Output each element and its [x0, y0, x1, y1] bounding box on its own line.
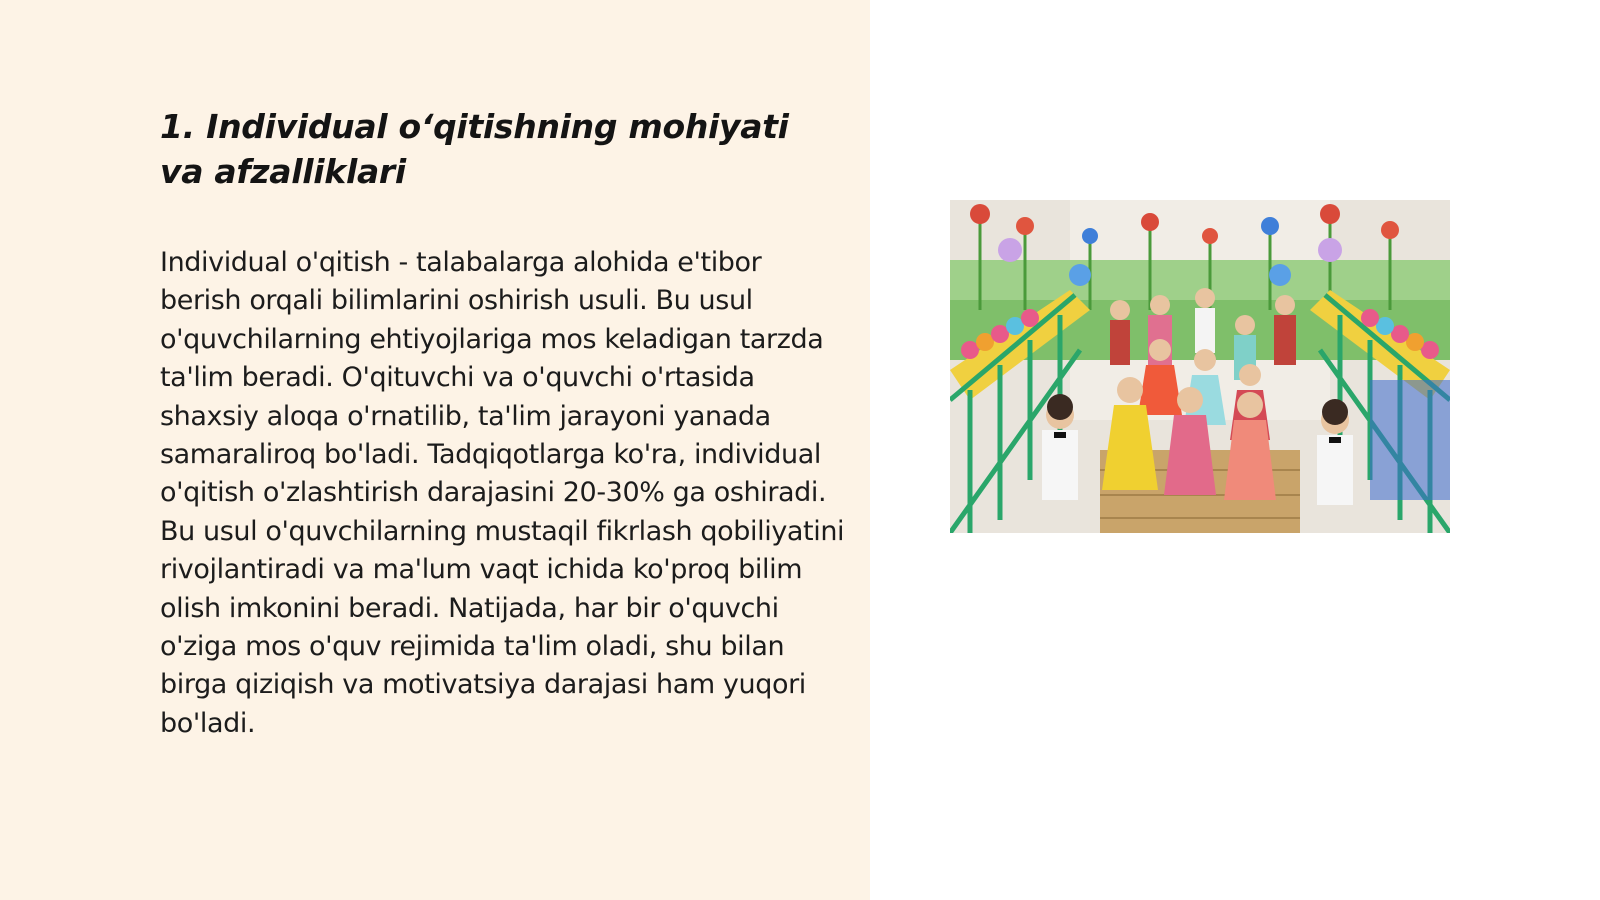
slide-title: 1. Individual o‘qitishning mohiyati va afzalliklari — [160, 107, 789, 191]
slide-body-text: Individual o'qitish - talabalarga alohida e'tibor berish orqali bilimlarini oshirish usuli. Bu usul o'quvchilarning ehtiyojlariga mos keladigan tarzda ta'lim beradi. O'qituvchi va o'quvchi o'rtasida shaxsiy aloqa o'rnatilib, ta'lim jarayoni yanada samaraliroq bo'ladi. Tadqiqotlarga ko'ra, individual o'qitish o'zlashtirish darajasini 20-30% ga oshiradi. Bu usul o'quvchilarning mustaqil fikrlash qobiliyatini rivojlantiradi va ma'lum vaqt ichida ko'proq bilim olish imkonini beradi. Natijada, har bir o'quvchi o'ziga mos o'quv rejimida ta'lim oladi, shu bilan birga qiziqish va motivatsiya darajasi ham yuqori bo'ladi. — [160, 247, 845, 739]
children-classroom-photo — [950, 200, 1450, 533]
